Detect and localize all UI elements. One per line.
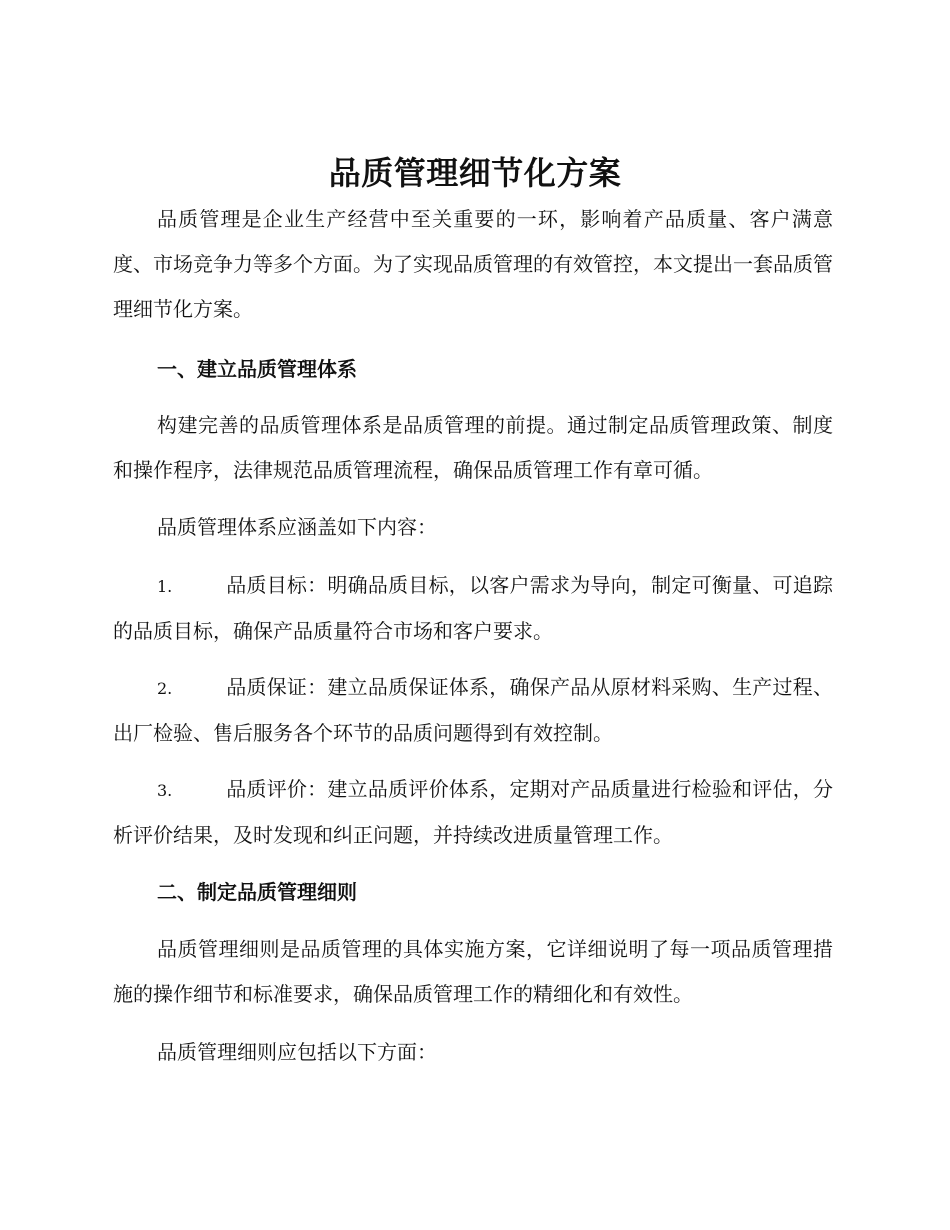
list-item (113, 665, 833, 756)
list-item-number: 1. (157, 577, 173, 596)
section-1-paragraph-1: 构建完善的品质管理体系是品质管理的前提。通过制定品质管理政策、制度和操作程序，法律规范品质管理流程，确保品质管理工作有章可循。 (113, 413, 833, 482)
intro-paragraph: 品质管理是企业生产经营中至关重要的一环，影响着产品质量、客户满意度、市场竞争力等多个方面。为了实现品质管理的有效管控，本文提出一套品质管理细节化方案。 (113, 207, 833, 321)
list-item-number: 3. (157, 781, 173, 800)
list-item-text: 品质保证：建立品质保证体系，确保产品从原材料采购、生产过程、出厂检验、售后服务各个环节的品质问题得到有效控制。 (113, 675, 833, 745)
list-item (113, 563, 833, 654)
section-2-heading: 二、制定品质管理细则 (157, 880, 357, 904)
list-item-text: 品质目标：明确品质目标，以客户需求为导向，制定可衡量、可追踪的品质目标，确保产品质量符合市场和客户要求。 (113, 573, 833, 643)
section-2-paragraph-2: 品质管理细则应包括以下方面： (157, 1040, 437, 1064)
document-title: 品质管理细节化方案 (328, 154, 622, 192)
section-1-paragraph-2: 品质管理体系应涵盖如下内容： (157, 515, 437, 539)
section-2-paragraph-1: 品质管理细则是品质管理的具体实施方案，它详细说明了每一项品质管理措施的操作细节和标准要求，确保品质管理工作的精细化和有效性。 (113, 937, 833, 1006)
section-1-heading: 一、建立品质管理体系 (157, 357, 357, 381)
list-item-text: 品质评价：建立品质评价体系，定期对产品质量进行检验和评估，分析评价结果，及时发现和纠正问题，并持续改进质量管理工作。 (113, 777, 833, 847)
list-item-number: 2. (157, 679, 173, 698)
list-item (113, 767, 833, 858)
